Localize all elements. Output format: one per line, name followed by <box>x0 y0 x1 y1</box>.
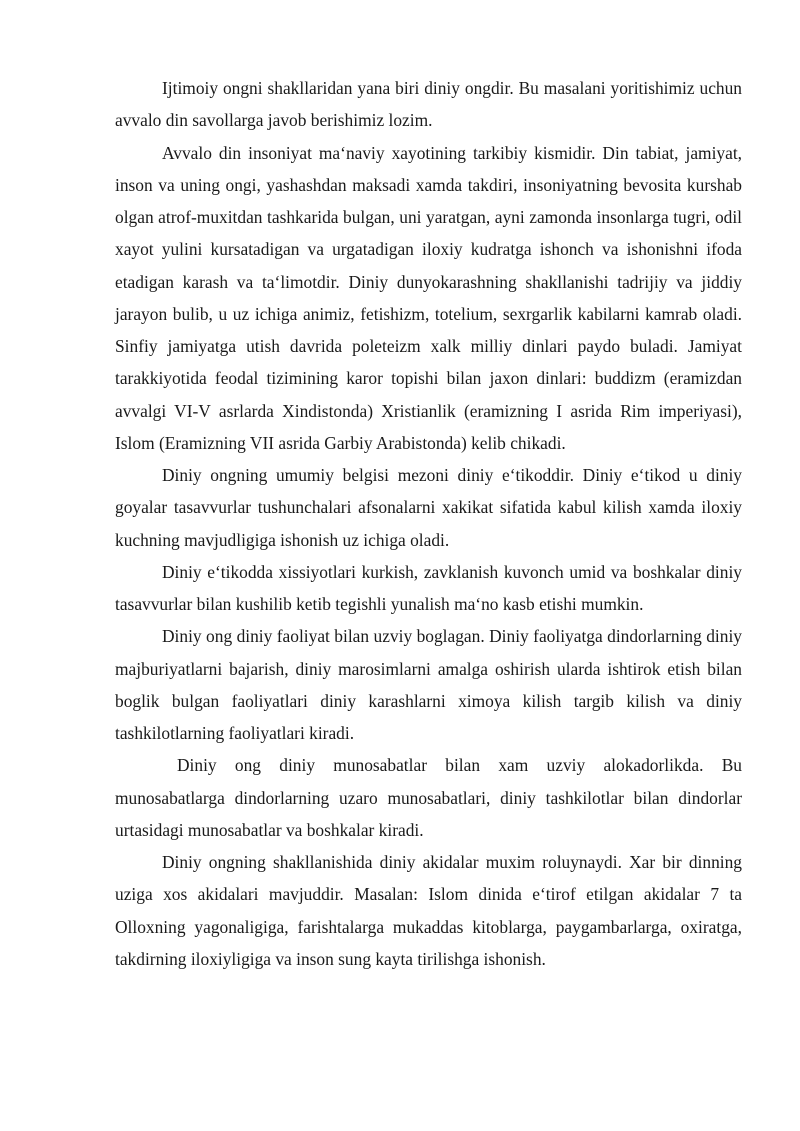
paragraph-intro: Ijtimoiy ongni shakllaridan yana biri diniy ongdir. Bu masalani yoritishimiz uchun avvalo din savollarga javob berishimiz lozim. <box>115 78 742 131</box>
paragraph-religious-relations: Diniy ong diniy munosabatlar bilan xam uzviy alokadorlikda. Bu munosabatlarga dindorlarning uzaro munosabatlari, diniy tashkilotlar bilan dindorlar urtasidagi munosabatlar va boshkalar kiradi. <box>115 755 742 840</box>
document-page <box>115 72 742 975</box>
paragraph-religious-belief: Diniy ongning umumiy belgisi mezoni diniy e‘tikoddir. Diniy e‘tikod u diniy goyalar tasavvurlar tushunchalari afsonalarni xakikat sifatida kabul kilish xamda iloxiy kuchning mavjudligiga ishonish uz ichiga oladi. <box>115 465 742 550</box>
paragraph-religious-activity: Diniy ong diniy faoliyat bilan uzviy boglagan. Diniy faoliyatga dindorlarning diniy majburiyatlarni bajarish, diniy marosimlarni amalga oshirish ularda ishtirok etish bilan boglik bulgan faoliyatlari diniy karashlarni ximoya kilish targib kilish va diniy tashkilotlarning faoliyatlari kiradi. <box>115 626 742 743</box>
paragraph-religion-definition: Avvalo din insoniyat ma‘naviy xayotining tarkibiy kismidir. Din tabiat, jamiyat, inson va uning ongi, yashashdan maksadi xamda takdiri, insoniyatning bevosita kurshab olgan atrof-muxitdan tashkarida bulgan, uni yaratgan, ayni zamonda insonlarga tugri, odil xayot yulini kursatadigan va urgatadigan iloxiy kudratga ishonch va ishonishni ifoda etadigan karash va ta‘limotdir. Diniy dunyokarashning shakllanishi tadrijiy va jiddiy jarayon bulib, u uz ichiga animiz, fetishizm, totelium, sexrgarlik kabilarni kamrab oladi. Sinfiy jamiyatga utish davrida poleteizm xalk milliy dinlari paydo buladi. Jamiyat tarakkiyotida feodal tizimining karor topishi bilan jaxon dinlari: buddizm (eramizdan avvalgi VI-V asrlarda Xindistonda) Xristianlik (eramizning I asrida Rim imperiyasi), Islom (Eramizning VII asrida Garbiy Arabistonda) kelib chikadi. <box>115 142 742 453</box>
paragraph-religious-doctrines: Diniy ongning shakllanishida diniy akidalar muxim roluynaydi. Xar bir dinning uziga xos akidalari mavjuddir. Masalan: Islom dinida e‘tirof etilgan akidalar 7 ta Olloxning yagonaligiga, farishtalarga mukaddas kitoblarga, paygambarlarga, oxiratga, takdirning iloxiyligiga va inson sung kayta tirilishga ishonish. <box>115 852 742 969</box>
paragraph-emotions: Diniy e‘tikodda xissiyotlari kurkish, zavklanish kuvonch umid va boshkalar diniy tasavvurlar bilan kushilib ketib tegishli yunalish ma‘no kasb etishi mumkin. <box>115 561 742 614</box>
